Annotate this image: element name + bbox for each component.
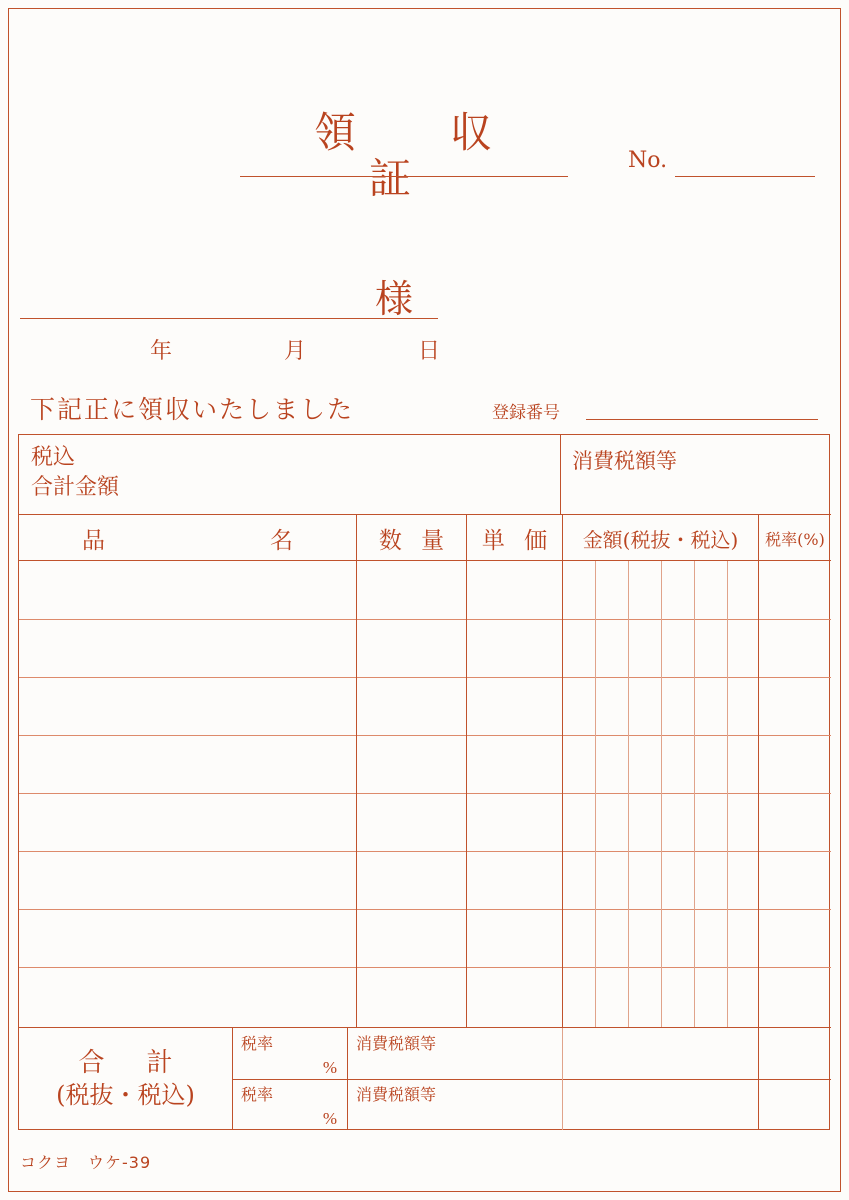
amount-digit-guide xyxy=(661,561,662,1027)
table-row[interactable] xyxy=(19,909,831,910)
column-divider-amount xyxy=(562,561,563,1027)
footer-tax-rate-percent-1: % xyxy=(322,1058,337,1077)
column-divider-unit-price xyxy=(466,561,467,1027)
footer-tax-amount-label-1: 消費税額等 xyxy=(356,1036,437,1053)
table-row[interactable] xyxy=(19,851,831,852)
receipt-statement: 下記正に領収いたしました xyxy=(30,395,355,424)
date-month-label: 月 xyxy=(283,339,306,364)
column-header-tax-rate: 税率(%) xyxy=(758,515,831,561)
product-code: コクヨ ウケ-39 xyxy=(20,1153,152,1172)
footer-tax-rate-label-1: 税率 xyxy=(241,1036,274,1053)
footer-tax-rate-divider xyxy=(758,1028,759,1130)
column-header-amount: 金額(税抜・税込) xyxy=(562,515,758,561)
table-header-row xyxy=(19,515,831,561)
footer-amount-divider xyxy=(562,1028,563,1130)
amount-digit-guide xyxy=(595,561,596,1027)
table-row[interactable] xyxy=(19,735,831,736)
title-text: 領 収 証 xyxy=(313,108,587,204)
footer-total-label xyxy=(19,1028,232,1130)
recipient-name-field[interactable] xyxy=(20,318,438,319)
column-divider-quantity xyxy=(356,561,357,1027)
consumption-tax-label: 消費税額等 xyxy=(572,449,677,473)
column-header-unit-price: 単 価 xyxy=(466,515,562,561)
footer-total-label-line1: 合 計 xyxy=(78,1047,181,1078)
column-header-item: 品 名 xyxy=(82,527,317,554)
footer-tax-rate-cell-1[interactable] xyxy=(232,1028,347,1079)
total-amount-label xyxy=(31,443,119,502)
total-amount-label-line2: 合計金額 xyxy=(31,474,120,500)
table-footer xyxy=(19,1027,831,1129)
footer-total-label-line2: (税抜・税込) xyxy=(56,1081,195,1110)
amount-digit-guide xyxy=(628,561,629,1027)
column-header-quantity: 数 量 xyxy=(356,515,466,561)
table-row[interactable] xyxy=(19,677,831,678)
footer-tax-rate-percent-2: % xyxy=(322,1109,337,1128)
date-year-label: 年 xyxy=(150,339,173,364)
table-body[interactable] xyxy=(19,561,831,1027)
title-underline xyxy=(240,176,568,177)
footer-tax-rate-label-2: 税率 xyxy=(241,1087,274,1104)
amount-digit-guide xyxy=(694,561,695,1027)
column-divider-tax-rate xyxy=(758,561,759,1027)
total-amount-label-line1: 税込 xyxy=(31,445,76,470)
date-row xyxy=(150,334,440,365)
page-title xyxy=(238,108,587,204)
table-row[interactable] xyxy=(19,967,831,968)
table-row[interactable] xyxy=(19,793,831,794)
recipient-suffix-label: 様 xyxy=(375,277,414,321)
footer-tax-amount-label-2: 消費税額等 xyxy=(356,1087,437,1104)
date-day-label: 日 xyxy=(417,339,440,364)
amount-digit-guide xyxy=(727,561,728,1027)
receipt-number-label: No. xyxy=(628,148,668,173)
summary-band xyxy=(19,435,831,515)
receipt-table xyxy=(18,434,830,1130)
registration-number-label: 登録番号 xyxy=(492,403,560,423)
footer-tax-rate-cell-2[interactable] xyxy=(232,1079,347,1130)
receipt-number-field[interactable] xyxy=(675,176,815,177)
registration-number-field[interactable] xyxy=(586,419,818,420)
summary-divider xyxy=(560,435,561,515)
table-row[interactable] xyxy=(19,619,831,620)
